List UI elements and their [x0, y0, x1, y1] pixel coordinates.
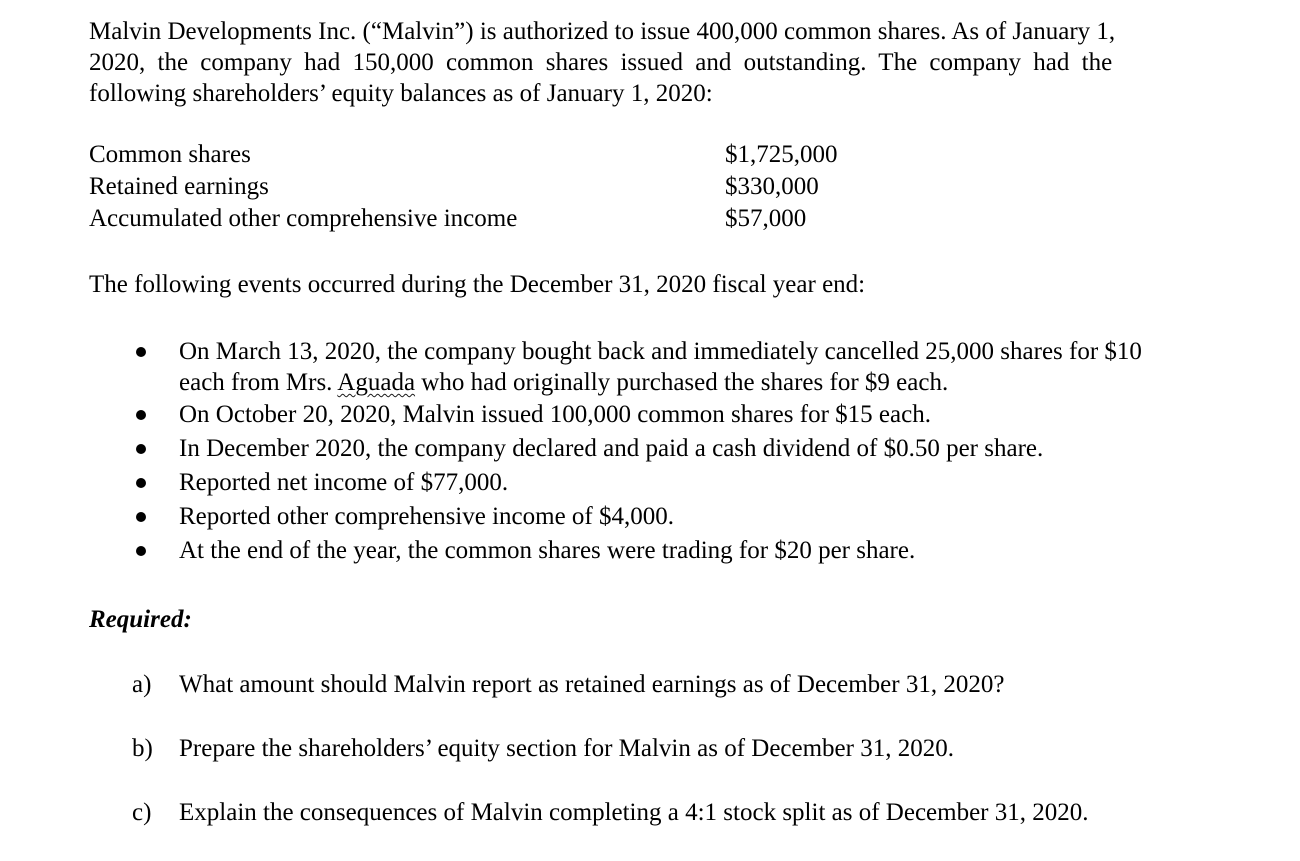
event-item: [89, 466, 1235, 500]
document: [89, 16, 1235, 861]
event-line: On March 13, 2020, the company bought back and immediately cancelled 25,000 shares for $10: [179, 338, 1142, 365]
questions-list: [89, 669, 1235, 861]
bullet-icon: [136, 347, 146, 357]
balance-label: Accumulated other comprehensive income: [89, 205, 518, 232]
event-item: [89, 336, 1235, 398]
events-list: [89, 336, 1235, 568]
question-letter: b): [132, 735, 153, 762]
bullet-icon: [136, 512, 146, 522]
events-intro: The following events occurred during the December 31, 2020 fiscal year end:: [89, 271, 866, 298]
event-item: [89, 432, 1235, 466]
question-text: Prepare the shareholders’ equity section for Malvin as of December 31, 2020.: [179, 735, 954, 762]
required-heading: Required:: [89, 606, 192, 633]
question-item-b: [89, 733, 1235, 797]
balance-label: Retained earnings: [89, 173, 269, 200]
bullet-icon: [136, 546, 146, 556]
question-letter: c): [132, 799, 152, 826]
event-text: On October 20, 2020, Malvin issued 100,000 common shares for $15 each.: [179, 401, 931, 428]
question-letter: a): [132, 671, 152, 698]
balance-value: $1,725,000: [725, 141, 838, 168]
intro-line-3: following shareholders’ equity balances as of January 1, 2020:: [89, 80, 713, 107]
event-item: [89, 500, 1235, 534]
question-text: What amount should Malvin report as retained earnings as of December 31, 2020?: [179, 671, 1005, 698]
opening-balances-table: [89, 139, 1235, 235]
event-text: In December 2020, the company declared and paid a cash dividend of $0.50 per share.: [179, 435, 1044, 462]
intro-line-1: Malvin Developments Inc. (“Malvin”) is authorized to issue 400,000 common shares. As of January 1,: [89, 18, 1116, 45]
balance-row-common-shares: [89, 139, 1235, 171]
event-text: Reported net income of $77,000.: [179, 469, 509, 496]
balance-value: $57,000: [725, 205, 807, 232]
question-item-a: [89, 669, 1235, 733]
intro-line-2: 2020, the company had 150,000 common shares issued and outstanding. The company had the: [89, 49, 1113, 76]
bullet-icon: [136, 478, 146, 488]
event-text: who had originally purchased the shares for $9 each.: [415, 369, 949, 396]
bullet-icon: [136, 410, 146, 420]
balance-row-retained-earnings: [89, 171, 1235, 203]
event-text: At the end of the year, the common shares were trading for $20 per share.: [179, 537, 916, 564]
question-text: Explain the consequences of Malvin completing a 4:1 stock split as of December 31, 2020.: [179, 799, 1089, 826]
event-line: [179, 367, 1235, 398]
event-item: [89, 534, 1235, 568]
intro-paragraph: [89, 16, 1235, 109]
question-item-c: [89, 797, 1235, 861]
spellcheck-flagged-word: Aguada: [337, 369, 416, 396]
event-text: each from Mrs.: [179, 369, 338, 396]
event-text: Reported other comprehensive income of $4,000.: [179, 503, 674, 530]
balance-value: $330,000: [725, 173, 819, 200]
bullet-icon: [136, 444, 146, 454]
balance-row-aoci: [89, 203, 1235, 235]
balance-label: Common shares: [89, 141, 251, 168]
event-item: [89, 398, 1235, 432]
